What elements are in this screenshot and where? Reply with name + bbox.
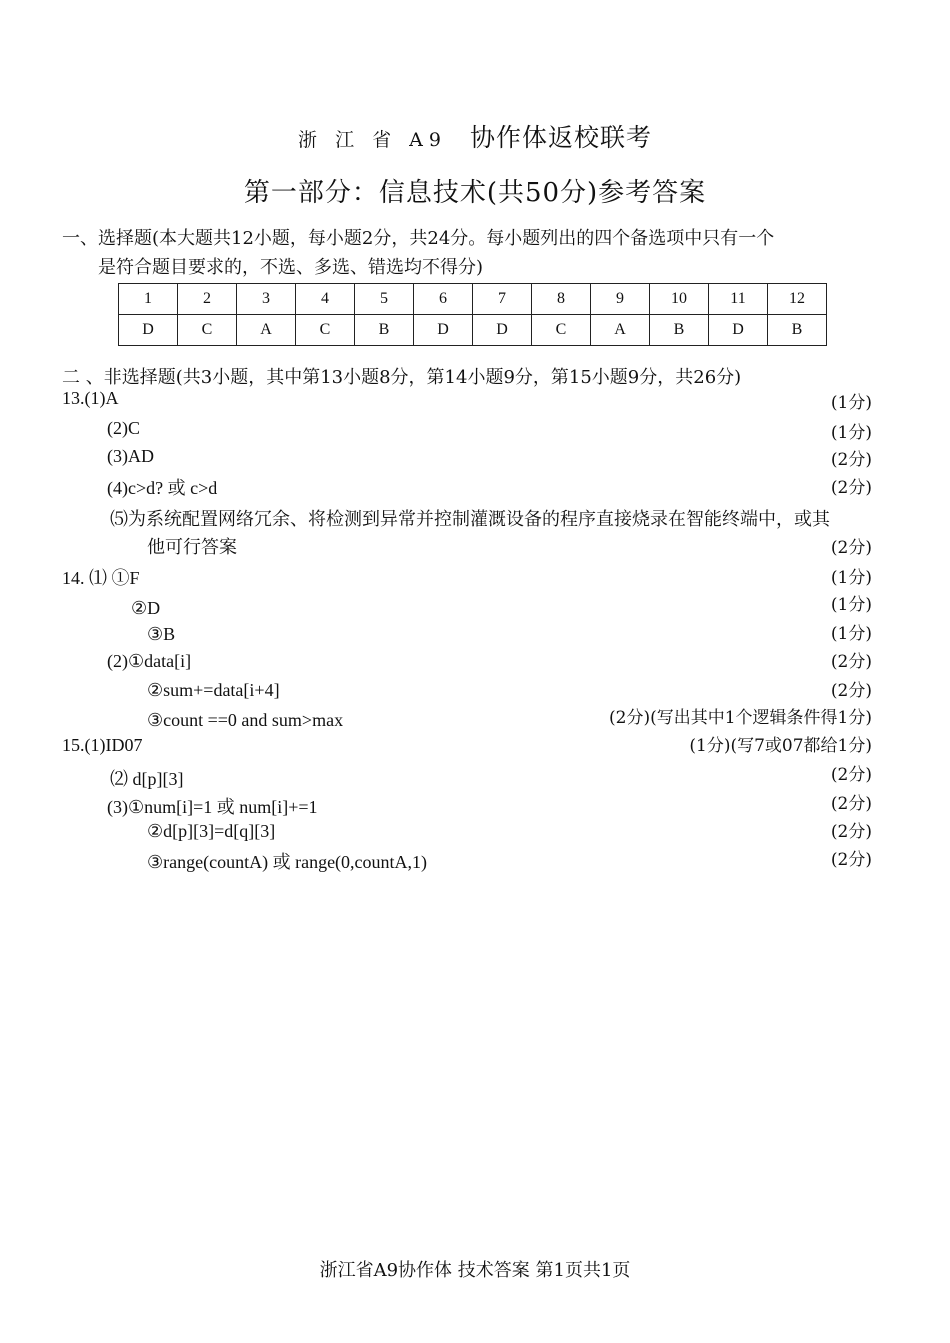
answer-table-numbers-row [119,284,827,315]
table-cell: 8 [532,284,591,315]
answer-table [118,283,827,346]
answer-line: ③B [147,624,176,644]
table-cell: 3 [237,284,296,315]
score-label: (2分) [830,822,872,842]
table-cell: 12 [768,284,827,315]
answer-line: ②sum+=data[i+4] [147,680,280,700]
table-cell: C [178,315,237,346]
score-label: (2分) [830,652,872,672]
exam-title-main: 协作体返校联考 [469,123,652,152]
answer-line: 14. ⑴ ①F [62,568,140,588]
table-cell: 5 [355,284,414,315]
answer-line: (3)①num[i]=1 或 num[i]+=1 [107,797,318,817]
score-label: (2分) [830,765,872,785]
table-cell: 9 [591,284,650,315]
answer-line: (4)c>d? 或 c>d [107,478,218,498]
score-label: (2分) [830,794,872,814]
score-label: (1分) [830,624,872,644]
score-label: (1分) [830,595,872,615]
answer-line: 他可行答案 [147,537,237,557]
section2-title: 二 、非选择题(共3小题，其中第13小题8分，第14小题9分，第15小题9分，共26分) [62,367,742,388]
table-cell: A [237,315,296,346]
exam-title [0,118,950,154]
table-cell: D [709,315,768,346]
answer-line: ③range(countA) 或 range(0,countA,1) [147,852,428,872]
table-cell: 4 [296,284,355,315]
table-cell: 7 [473,284,532,315]
table-cell: 6 [414,284,473,315]
score-label: (2分) [830,450,872,470]
score-label: (2分)(写出其中1个逻辑条件得1分) [609,708,872,728]
answer-line: ⑸为系统配置网络冗余、将检测到异常并控制灌溉设备的程序直接烧录在智能终端中，或其 [110,509,830,529]
table-cell: B [768,315,827,346]
answer-line: 15.(1)ID07 [62,735,143,755]
table-cell: D [414,315,473,346]
table-cell: C [532,315,591,346]
answer-table-answers-row [119,315,827,346]
score-label: (2分) [830,681,872,701]
exam-title-region: 浙 江 省 A9 [298,129,447,151]
score-label: (1分) [830,393,872,413]
section1-title-cont: 是符合题目要求的，不选、多选、错选均不得分) [98,257,484,278]
table-cell: B [650,315,709,346]
table-cell: D [119,315,178,346]
section-heading: 第一部分：信息技术(共50分)参考答案 [243,178,707,208]
answer-line: 13.(1)A [62,388,119,408]
answer-line: ⑵ d[p][3] [110,769,184,789]
answer-line: (2)C [107,418,140,438]
score-label: (2分) [830,538,872,558]
score-label: (2分) [830,850,872,870]
table-cell: C [296,315,355,346]
answer-line: (3)AD [107,446,154,466]
score-label: (1分)(写7或07都给1分) [689,736,872,756]
section1-title: 一、选择题(本大题共12小题，每小题2分，共24分。每小题列出的四个备选项中只有一个 [62,228,775,249]
table-cell: 10 [650,284,709,315]
score-label: (1分) [830,423,872,443]
answer-line: (2)①data[i] [107,651,192,671]
table-cell: D [473,315,532,346]
table-cell: 11 [709,284,768,315]
score-label: (1分) [830,568,872,588]
table-cell: 1 [119,284,178,315]
table-cell: B [355,315,414,346]
score-label: (2分) [830,478,872,498]
table-cell: 2 [178,284,237,315]
answer-line: ③count ==0 and sum>max [147,710,344,730]
page-footer: 浙江省A9协作体 技术答案 第1页共1页 [319,1260,631,1281]
table-cell: A [591,315,650,346]
answer-line: ②d[p][3]=d[q][3] [147,821,276,841]
answer-line: ②D [131,598,161,618]
